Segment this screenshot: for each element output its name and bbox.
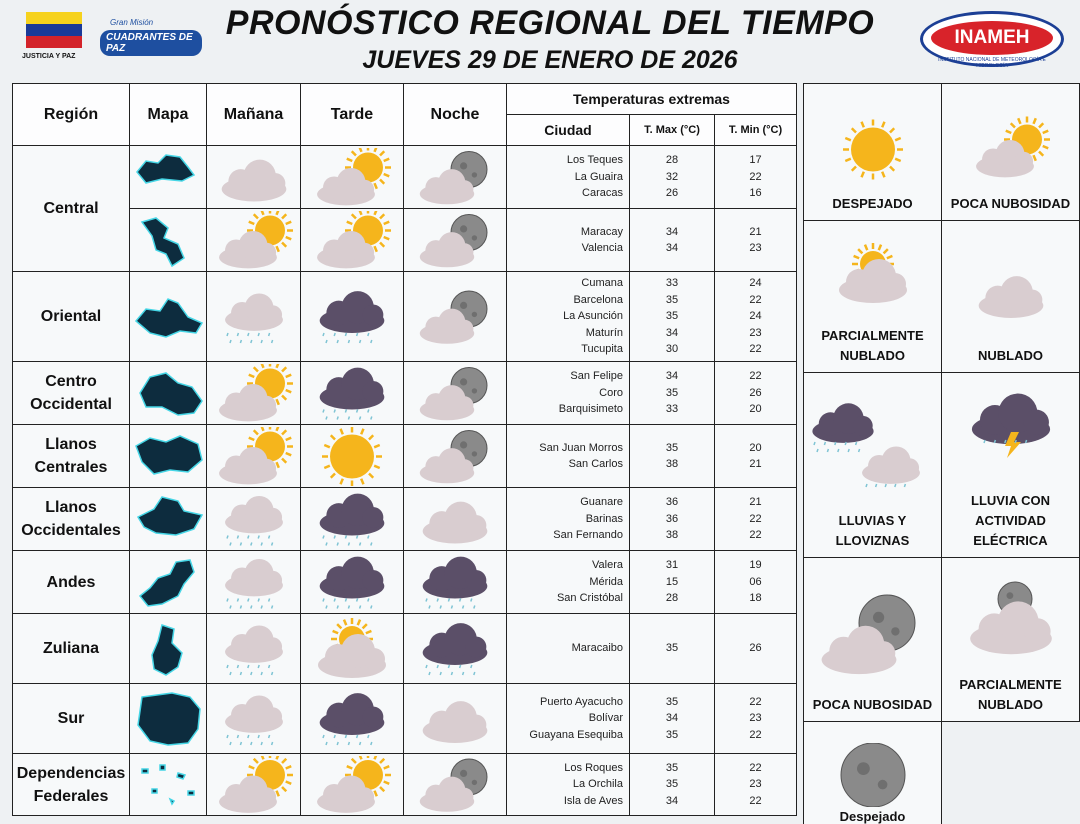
table-row — [13, 272, 797, 362]
region-map-icon — [130, 362, 207, 425]
col-header-region: Región — [13, 84, 130, 146]
tmin-list — [715, 754, 797, 816]
city-list — [507, 272, 630, 362]
city-list — [507, 425, 630, 488]
city-list — [507, 209, 630, 272]
tmin-value: 24 — [749, 277, 762, 290]
legend-label: DESPEJADO — [832, 196, 913, 211]
city-list — [507, 684, 630, 754]
city-name: Mérida — [589, 575, 623, 588]
tmax-list — [630, 425, 715, 488]
forecast-table — [12, 83, 797, 816]
legend-label: Despejado — [839, 809, 906, 824]
city-name: Tucupita — [581, 343, 623, 356]
region-name: Dependencias Federales — [13, 754, 130, 816]
tmin-value: 22 — [749, 170, 762, 183]
tmin-value: 21 — [749, 458, 762, 470]
region-map-icon — [130, 488, 207, 551]
city-list — [507, 551, 630, 614]
region-map-icon — [130, 209, 207, 272]
morning-weather-icon — [207, 754, 301, 816]
morning-weather-icon — [207, 614, 301, 684]
city-name: Cumana — [581, 277, 623, 290]
col-header-afternoon: Tarde — [301, 84, 404, 146]
tmin-value: 18 — [749, 592, 762, 605]
region-name: Sur — [13, 684, 130, 754]
tmin-value: 24 — [749, 310, 762, 323]
region-map-icon — [130, 425, 207, 488]
region-map-icon — [130, 146, 207, 209]
night-weather-icon — [404, 425, 507, 488]
city-name: Los Teques — [566, 154, 623, 167]
region-map-icon — [130, 614, 207, 684]
night-weather-icon — [404, 272, 507, 362]
city-name: Valera — [592, 559, 623, 572]
table-row — [13, 146, 797, 209]
city-name: Barquisimeto — [558, 403, 623, 416]
tmax-list — [630, 146, 715, 209]
night-weather-icon — [404, 488, 507, 551]
afternoon-weather-icon — [301, 146, 404, 209]
city-name: Isla de Aves — [563, 794, 623, 807]
city-name: Barinas — [585, 512, 623, 525]
tmin-value: 22 — [749, 343, 762, 356]
afternoon-weather-icon — [301, 614, 404, 684]
legend-item — [804, 558, 942, 722]
legend-item — [942, 373, 1080, 558]
region-name: Andes — [13, 551, 130, 614]
tmax-value: 31 — [665, 559, 679, 572]
tmin-value: 23 — [749, 326, 762, 339]
tmax-value: 34 — [665, 242, 679, 254]
tmin-list — [715, 209, 797, 272]
night-weather-icon — [404, 362, 507, 425]
table-row — [13, 425, 797, 488]
night-weather-icon — [404, 551, 507, 614]
region-name: Llanos Centrales — [13, 425, 130, 488]
col-header-tmin: T. Min (°C) — [715, 115, 797, 146]
tmax-value: 34 — [665, 794, 679, 807]
city-name: Maracaibo — [571, 642, 623, 655]
legend-item — [804, 722, 942, 824]
table-row — [13, 362, 797, 425]
tmin-value: 26 — [749, 642, 762, 655]
city-name: La Asunción — [563, 310, 623, 323]
city-name: Barcelona — [573, 293, 623, 306]
tmin-value: 23 — [749, 242, 762, 254]
city-name: Guayana Esequiba — [529, 728, 623, 741]
legend-label: LLUVIAS Y LLOVIZNAS — [835, 513, 910, 548]
tmin-value: 16 — [749, 187, 762, 200]
tmax-value: 35 — [665, 310, 679, 323]
tmax-value: 35 — [665, 441, 679, 454]
legend-table — [803, 83, 1080, 824]
tmax-list — [630, 272, 715, 362]
afternoon-weather-icon — [301, 488, 404, 551]
tmax-value: 15 — [665, 575, 679, 588]
city-list — [507, 488, 630, 551]
legend-label: PARCIALMENTE NUBLADO — [821, 328, 924, 363]
tmax-list — [630, 551, 715, 614]
city-name: San Juan Morros — [539, 441, 623, 454]
tmin-list — [715, 146, 797, 209]
city-name: La Guaira — [574, 170, 623, 183]
tmin-value: 20 — [749, 441, 762, 454]
table-row — [13, 684, 797, 754]
tmax-value: 28 — [665, 592, 679, 605]
legend-item — [804, 373, 942, 558]
tmin-value: 17 — [749, 154, 762, 167]
inameh-logo: INAMEH INSTITUTO NACIONAL DE METEOROLOGÍA E HIDROLOGÍA — [920, 11, 1064, 67]
night-weather-icon — [404, 684, 507, 754]
table-row — [13, 614, 797, 684]
legend-item — [942, 84, 1080, 221]
region-map-icon — [130, 551, 207, 614]
tmin-value: 22 — [749, 512, 762, 525]
night-weather-icon — [404, 614, 507, 684]
tmin-list — [715, 551, 797, 614]
tmax-value: 33 — [665, 403, 679, 416]
tmax-value: 34 — [665, 370, 679, 383]
col-header-city: Ciudad — [507, 115, 630, 146]
afternoon-weather-icon — [301, 209, 404, 272]
tmax-value: 35 — [665, 728, 679, 741]
tmax-value: 35 — [665, 778, 679, 791]
legend-label: PARCIALMENTE NUBLADO — [959, 677, 1062, 712]
morning-weather-icon — [207, 146, 301, 209]
tmax-value: 28 — [665, 154, 679, 167]
region-name: Zuliana — [13, 614, 130, 684]
tmin-value: 23 — [749, 712, 762, 725]
legend-label: POCA NUBOSIDAD — [812, 697, 933, 712]
gran-mision-logo: Gran Misión CUADRANTES DE PAZ — [92, 12, 202, 62]
tmax-value: 34 — [665, 326, 679, 339]
ministry-caption: JUSTICIA Y PAZ — [22, 53, 76, 60]
tmin-list — [715, 362, 797, 425]
morning-weather-icon — [207, 684, 301, 754]
morning-weather-icon — [207, 209, 301, 272]
legend-item — [942, 221, 1080, 373]
city-name: San Fernando — [553, 529, 623, 542]
morning-weather-icon — [207, 551, 301, 614]
city-name: Guanare — [580, 496, 623, 509]
region-name: Central — [13, 146, 130, 272]
night-weather-icon — [404, 754, 507, 816]
city-name: San Carlos — [568, 458, 623, 470]
tmin-list — [715, 614, 797, 684]
tmax-list — [630, 684, 715, 754]
tmax-value: 35 — [665, 642, 679, 655]
city-name: Maturín — [585, 326, 623, 339]
tmax-value: 30 — [665, 343, 679, 356]
tmin-value: 22 — [749, 695, 762, 708]
city-list — [507, 146, 630, 209]
tmin-value: 22 — [749, 728, 762, 741]
city-name: Caracas — [582, 187, 623, 200]
tmin-value: 22 — [749, 293, 762, 306]
tmax-value: 32 — [665, 170, 679, 183]
city-name: San Felipe — [570, 370, 623, 383]
region-name: Oriental — [13, 272, 130, 362]
region-map-icon — [130, 754, 207, 816]
night-weather-icon — [404, 209, 507, 272]
tmin-value: 22 — [749, 529, 762, 542]
tmin-value: 21 — [749, 225, 762, 238]
tmin-value: 22 — [749, 370, 762, 383]
col-header-morning: Mañana — [207, 84, 301, 146]
region-map-icon — [130, 272, 207, 362]
city-list — [507, 614, 630, 684]
col-header-extremes: Temperaturas extremas — [507, 84, 797, 115]
morning-weather-icon — [207, 272, 301, 362]
tmin-value: 26 — [749, 386, 762, 399]
city-name: Puerto Ayacucho — [540, 695, 623, 708]
tmin-value: 22 — [749, 761, 762, 774]
legend-label: LLUVIA CON ACTIVIDAD ELÉCTRICA — [971, 493, 1050, 548]
city-name: Los Roques — [564, 761, 623, 774]
morning-weather-icon — [207, 362, 301, 425]
morning-weather-icon — [207, 488, 301, 551]
header — [0, 0, 1080, 82]
legend-item — [942, 558, 1080, 722]
legend-label: POCA NUBOSIDAD — [950, 196, 1071, 211]
city-name: Bolívar — [588, 712, 623, 725]
afternoon-weather-icon — [301, 754, 404, 816]
region-map-icon — [130, 684, 207, 754]
table-row — [13, 488, 797, 551]
tmin-list — [715, 272, 797, 362]
tmax-value: 35 — [665, 386, 679, 399]
tmax-list — [630, 614, 715, 684]
table-row — [13, 754, 797, 816]
tmax-list — [630, 209, 715, 272]
table-row — [13, 551, 797, 614]
tmin-value: 20 — [749, 403, 762, 416]
legend-item — [804, 221, 942, 373]
tmin-value: 23 — [749, 778, 762, 791]
table-row — [13, 209, 797, 272]
tmax-list — [630, 488, 715, 551]
city-name: San Cristóbal — [556, 592, 623, 605]
tmin-value: 22 — [749, 794, 762, 807]
col-header-tmax: T. Max (°C) — [630, 115, 715, 146]
morning-weather-icon — [207, 425, 301, 488]
city-list — [507, 754, 630, 816]
city-name: Maracay — [580, 225, 623, 238]
tmin-value: 06 — [749, 575, 762, 588]
city-name: Coro — [599, 386, 623, 399]
page-title: PRONÓSTICO REGIONAL DEL TIEMPO — [225, 4, 875, 42]
tmax-value: 34 — [665, 712, 679, 725]
tmin-list — [715, 488, 797, 551]
col-header-map: Mapa — [130, 84, 207, 146]
city-list — [507, 362, 630, 425]
afternoon-weather-icon — [301, 272, 404, 362]
venezuela-flag-icon — [26, 12, 82, 48]
afternoon-weather-icon — [301, 362, 404, 425]
tmax-value: 35 — [665, 761, 679, 774]
forecast-date: JUEVES 29 DE ENERO DE 2026 — [362, 46, 738, 74]
tmax-value: 38 — [665, 529, 679, 542]
tmax-value: 36 — [665, 512, 679, 525]
tmax-value: 36 — [665, 496, 679, 509]
legend-item — [804, 84, 942, 221]
tmin-list — [715, 684, 797, 754]
region-name: Llanos Occidentales — [13, 488, 130, 551]
tmax-value: 26 — [665, 187, 679, 200]
night-weather-icon — [404, 146, 507, 209]
tmax-value: 35 — [665, 695, 679, 708]
city-name: Valencia — [581, 242, 623, 254]
tmax-value: 34 — [665, 225, 679, 238]
tmax-value: 38 — [665, 458, 679, 470]
tmax-value: 33 — [665, 277, 679, 290]
tmax-list — [630, 362, 715, 425]
tmin-value: 21 — [749, 496, 762, 509]
legend-empty — [942, 722, 1080, 824]
afternoon-weather-icon — [301, 551, 404, 614]
afternoon-weather-icon — [301, 425, 404, 488]
legend-label: NUBLADO — [978, 348, 1043, 363]
city-name: La Orchila — [572, 778, 623, 791]
region-name: Centro Occidental — [13, 362, 130, 425]
tmin-list — [715, 425, 797, 488]
tmin-value: 19 — [749, 559, 762, 572]
afternoon-weather-icon — [301, 684, 404, 754]
tmax-value: 35 — [665, 293, 679, 306]
col-header-night: Noche — [404, 84, 507, 146]
tmax-list — [630, 754, 715, 816]
